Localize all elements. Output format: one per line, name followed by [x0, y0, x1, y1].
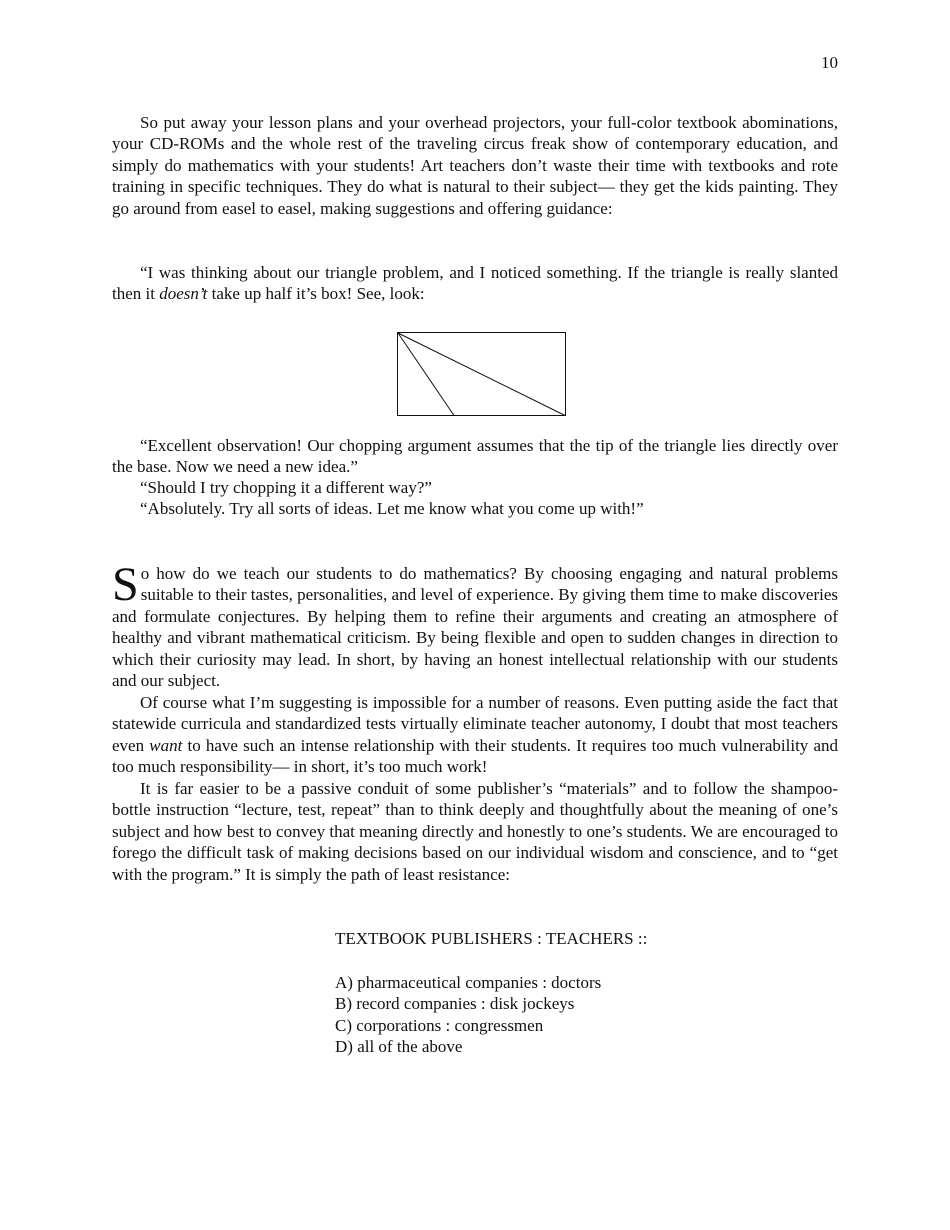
analogy-option-b: B) record companies : disk jockeys — [335, 994, 575, 1014]
analogy-option-d: D) all of the above — [335, 1037, 463, 1057]
student-quote-text-2: take up half it’s box! See, look: — [207, 284, 425, 304]
impossible-text-2: to have such an intense relationship with their students. It requires too much vulnerability and too much responsibility— in short, it’s too much work! — [112, 735, 838, 777]
analogy-options — [335, 972, 755, 1058]
student-quote-emphasis: doesn’t — [159, 284, 208, 304]
diagram-triangle-side-short — [398, 333, 454, 416]
paragraph-impossible — [112, 692, 838, 778]
paragraph-teacher-response: “Excellent observation! Our chopping argument assumes that the tip of the triangle lies directly over the base. Now we need a new idea.” — [112, 436, 838, 477]
how-to-teach-text: o how do we teach our students to do mathematics? By choosing engaging and natural problems suitable to their tastes, personalities, and level of experience. By giving them time to make discoveries and formulate conjectures. By helping them to refine their arguments and creating an atmosphere of healthy and vibrant mathematical criticism. By being flexible and open to sudden changes in direction to which their curiosity may lead. In short, by having an honest intellectual relationship with our students and our subject. — [112, 564, 838, 691]
impossible-text-1: Of course what I’m suggesting is impossible for a number of reasons. Even putting aside the fact that statewide curricula and standardized tests virtually eliminate teacher autonomy, I doubt that most teachers even — [112, 693, 838, 755]
analogy-option-a: A) pharmaceutical companies : doctors — [335, 973, 602, 992]
paragraph-student-question: “Should I try chopping it a different way?” — [140, 478, 432, 497]
page-number: 10 — [821, 53, 838, 72]
analogy-option-c: C) corporations : congressmen — [335, 1015, 544, 1035]
analogy-question — [335, 928, 755, 949]
paragraph-student-quote — [112, 262, 838, 305]
diagram-triangle-side-long — [398, 333, 565, 416]
analogy-header: TEXTBOOK PUBLISHERS : TEACHERS :: — [335, 929, 648, 948]
paragraph-passive-conduit: It is far easier to be a passive conduit of some publisher’s “materials” and to follow the shampoo-bottle instruction “lecture, test, repeat” than to think deeply and thoughtfully about the meaning of one’s subject and how best to convey that meaning directly and honestly to one’s students. We are encouraged to forego the difficult task of making decisions based on our individual wisdom and conscience, and to “get with the program.” It is simply the path of least resistance: — [112, 779, 838, 884]
triangle-box-diagram — [397, 332, 567, 417]
paragraph-lesson-plans: So put away your lesson plans and your overhead projectors, your full-color textbook abominations, your CD-ROMs and the whole rest of the traveling circus freak show of contemporary education, and simply do mathematics with your students! Art teachers don’t waste their time with textbooks and rote training in specific techniques. They do what is natural to their subject— they get the kids painting. They go around from easel to easel, making suggestions and offering guidance: — [112, 113, 838, 218]
impossible-emphasis: want — [149, 735, 183, 755]
student-quote-text-1: “I was thinking about our triangle problem, and I noticed something. If the triangle is really slanted then it — [112, 263, 838, 304]
paragraph-how-to-teach — [112, 558, 838, 691]
drop-cap: S — [112, 558, 139, 611]
slanted-triangle-figure — [397, 332, 567, 417]
paragraph-teacher-encouragement: “Absolutely. Try all sorts of ideas. Let me know what you come up with!” — [140, 499, 644, 518]
